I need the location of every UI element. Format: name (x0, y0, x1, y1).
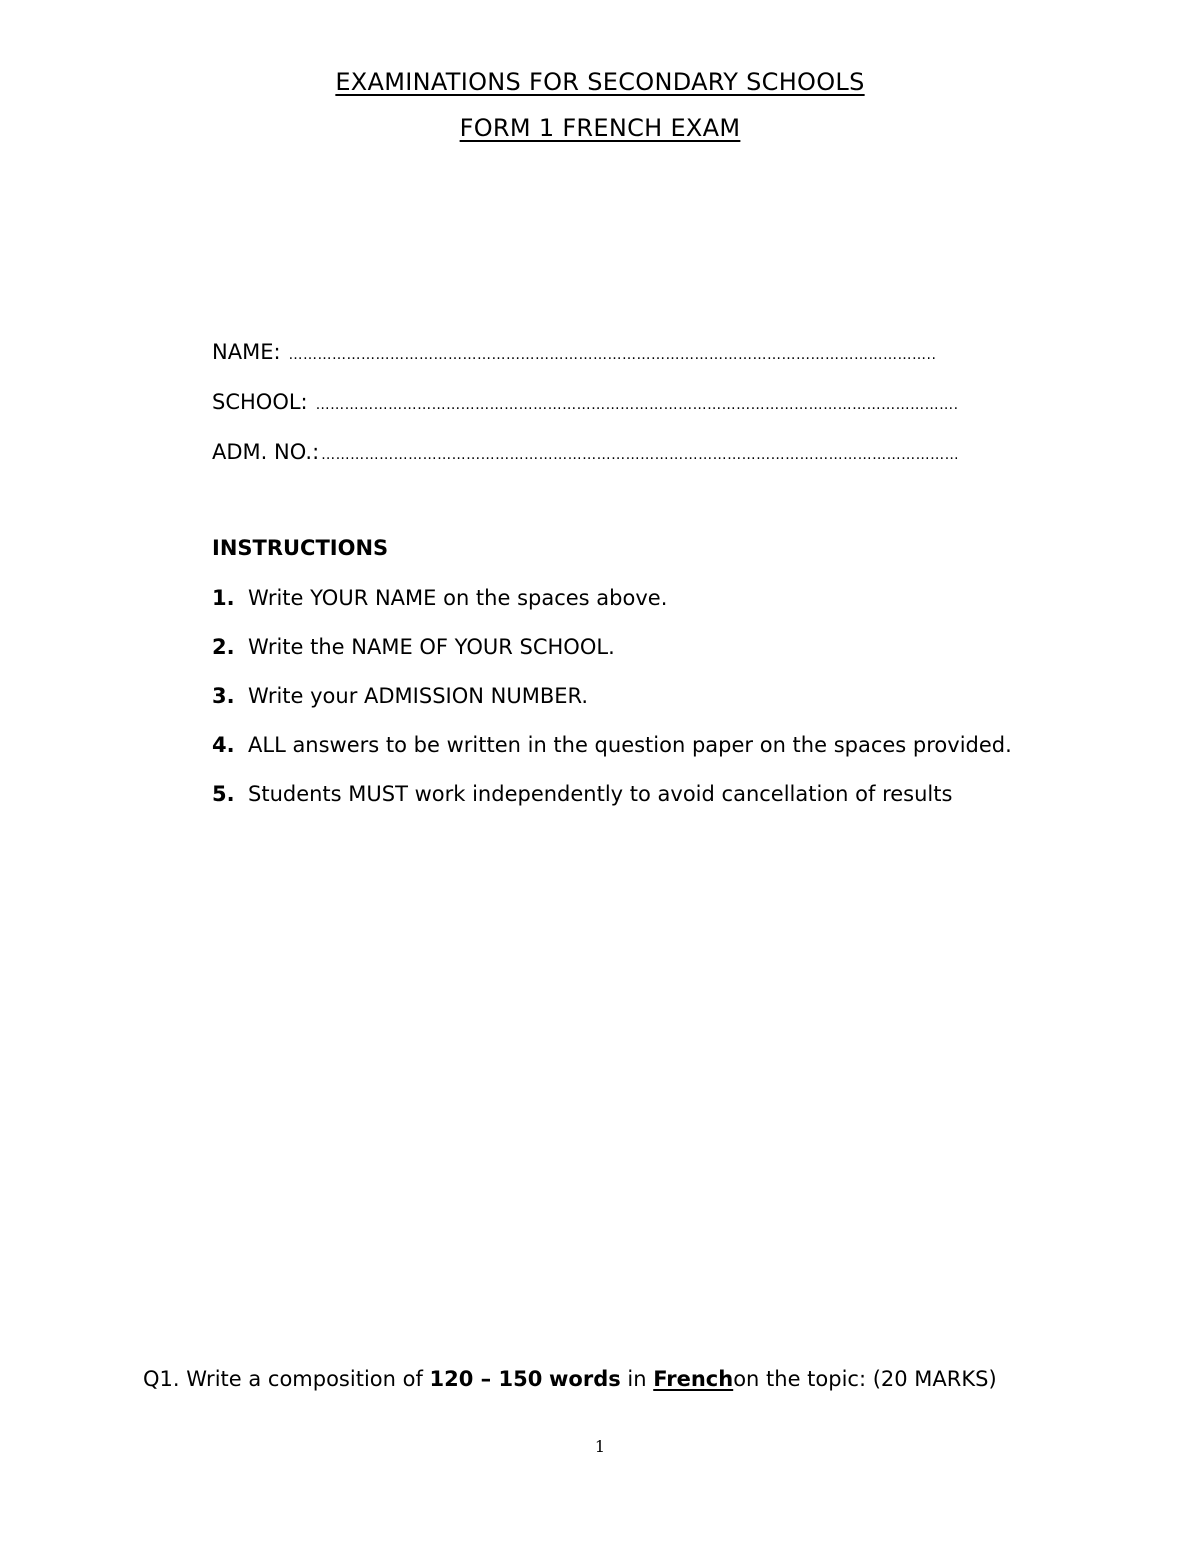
question-prefix: Q1. Write a composition of (143, 1367, 430, 1391)
question-words: words (549, 1367, 621, 1391)
question-in: in (620, 1367, 654, 1391)
question-word-range: 120 – 150 (429, 1367, 543, 1391)
instruction-number: 4. (212, 733, 235, 757)
instruction-item (212, 684, 588, 708)
school-label: SCHOOL: (212, 390, 308, 414)
question-language: French (653, 1367, 734, 1391)
exam-subtitle: FORM 1 FRENCH EXAM (459, 114, 741, 142)
instructions-heading: INSTRUCTIONS (212, 536, 389, 560)
instruction-item (212, 586, 667, 610)
instruction-number: 3. (212, 684, 235, 708)
instruction-text: Write the NAME OF YOUR SCHOOL. (248, 635, 615, 659)
school-blank: ……………………………………………………………………………………………………………………. (315, 397, 959, 413)
name-blank: …………………………………………………………………………………………………………………….. (288, 347, 937, 363)
admission-number-field (212, 440, 1030, 464)
instruction-number: 1. (212, 586, 235, 610)
school-field (212, 390, 1032, 414)
instruction-text: Students MUST work independently to avoid cancellation of results (248, 782, 953, 806)
admission-number-blank: …………………………………………………………………………………………………………………… (321, 447, 960, 463)
instruction-number: 2. (212, 635, 235, 659)
exam-title: EXAMINATIONS FOR SECONDARY SCHOOLS (335, 68, 865, 96)
instruction-item (212, 733, 1012, 757)
name-field (212, 340, 1022, 364)
instruction-number: 5. (212, 782, 235, 806)
page-number: 1 (594, 1437, 606, 1456)
name-label: NAME: (212, 340, 281, 364)
question-suffix: on the topic: (20 MARKS) (733, 1367, 997, 1391)
instruction-item (212, 635, 615, 659)
instruction-text: Write your ADMISSION NUMBER. (248, 684, 589, 708)
instruction-text: ALL answers to be written in the question paper on the spaces provided. (248, 733, 1012, 757)
instruction-item (212, 782, 952, 806)
admission-number-label: ADM. NO.: (212, 440, 320, 464)
instruction-text: Write YOUR NAME on the spaces above. (248, 586, 668, 610)
question-1 (143, 1367, 1043, 1391)
